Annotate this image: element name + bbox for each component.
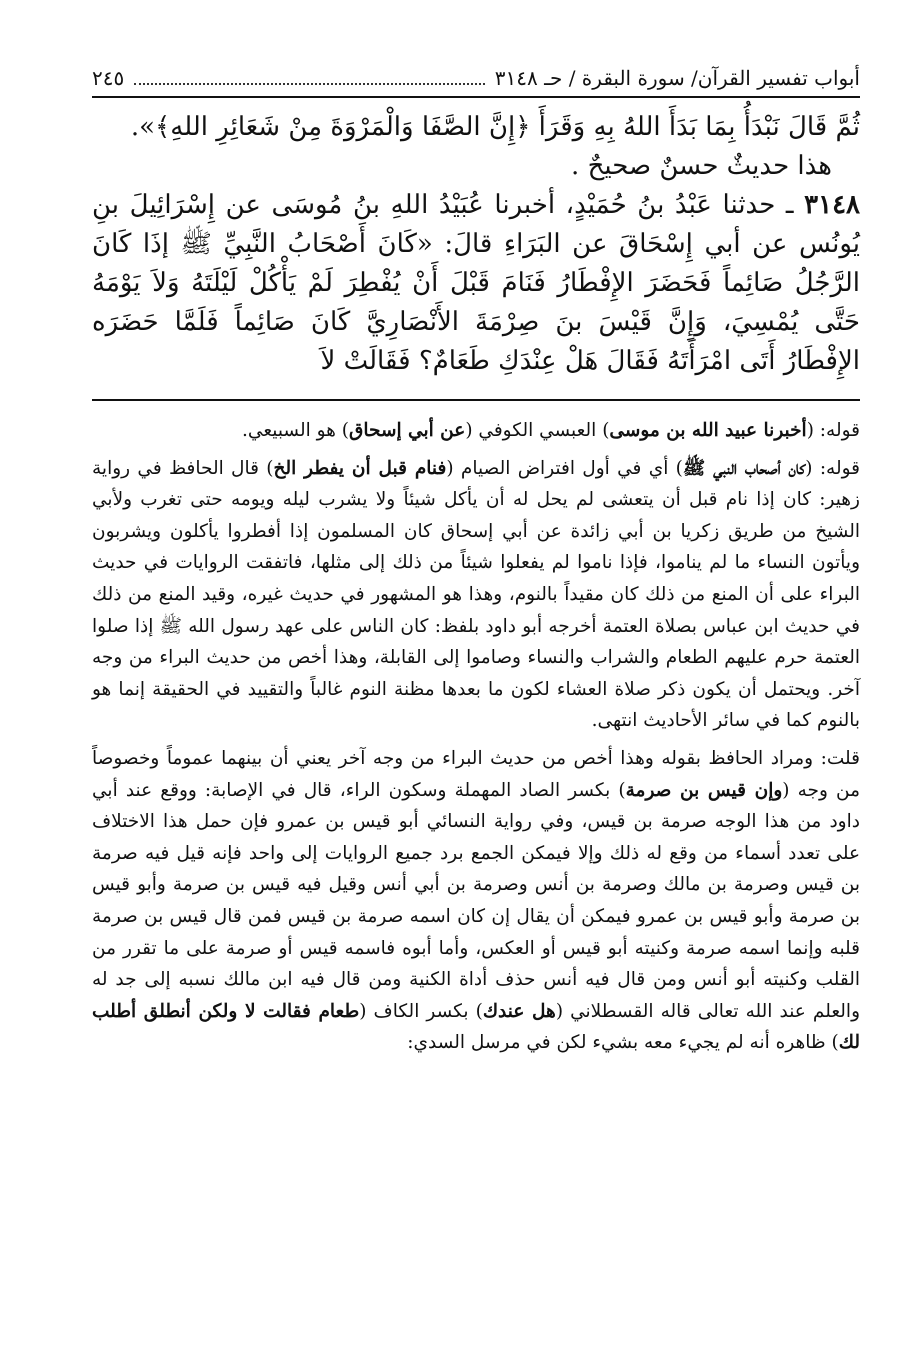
text-run: ) بكسر الصاد المهملة وسكون الراء، قال في الإصابة: ووقع عند أبي داود من هذا الوجه صرمة بن قيس، وفي رواية النسائي أبو قيس بن عمرو فإن حمل هذا الاختلاف على تعدد أسماء من وقع له ذلك وإلا فيمكن الجمع برد جميع الروايات إلى واحد فإنه قيل فيه صرمة بن قيس وصرمة بن مالك وصرمة بن أنس وصرمة بن أبي أنس وقيل فيه قيس بن صرمة وأبو قيس بن صرمة وأبو قيس بن عمرو فيمكن أن يقال إن كان اسمه صرمة بن قيس فمن قال قيس بن صرمة قلبه وإنما اسمه صرمة وكنيته أبو قيس أو العكس، وأما أبوه فاسمه قيس أو صرمة على ما تقرر من القلب وكنيته أبو أنس ومن قال فيه أنس حذف أداة الكنية ومن قال فيه ابن مالك نسبه إلى جد له والعلم عند الله تعالى قاله القسطلاني ( bbox=[92, 779, 860, 1022]
running-head-title: أبواب تفسير القرآن/ سورة البقرة / حـ ٣١٤٨ bbox=[494, 66, 860, 90]
commentary-block bbox=[92, 415, 860, 1059]
text-run: ) ظاهره أنه لم يجيء معه بشيء لكن في مرسل السدي: bbox=[407, 1032, 839, 1054]
hadith-body: ـ حدثنا عَبْدُ بنُ حُمَيْدٍ، أخبرنا عُبَيْدُ اللهِ بنُ مُوسَى عن إِسْرَائِيلَ بنِ يُونُس عن أبي إِسْحَاقَ عن البَرَاءِ قالَ: «كَانَ أَصْحَابُ النَّبِيِّ ﷺ إذَا كَانَ الرَّجُلُ صَائِماً فَحَضَرَ الإِفْطَارُ فَنَامَ قَبْلَ أَنْ يُفْطِرَ لَمْ يَأْكُلْ لَيْلَتَهُ وَلاَ يَوْمَهُ حَتَّى يُمْسِيَ، وَإِنَّ قَيْسَ بنَ صِرْمَةَ الأَنْصَارِيَّ كَانَ صَائِماً فَلَمَّا حَضَرَه الإِفْطَارُ أَتَى امْرَأَتَهُ فَقَالَ هَلْ عِنْدَكِ طَعَامٌ؟ فَقَالَتْ لاَ bbox=[92, 190, 860, 376]
text-run: قلت: ومراد الحافظ بقوله وهذا أخص من حديث البراء من وجه آخر يعني أن بينهما عموماً وخصوصاً من وجه ( bbox=[92, 747, 860, 801]
text-run: قوله: ( bbox=[805, 457, 861, 479]
footnote-divider bbox=[92, 399, 860, 401]
hadith-text-block bbox=[92, 108, 860, 381]
commentary-paragraph-3 bbox=[92, 743, 860, 1059]
text-run: ) العبسي الكوفي ( bbox=[465, 420, 610, 441]
commentary-paragraph-2 bbox=[92, 453, 860, 737]
dot-leader bbox=[134, 71, 485, 85]
quoted-phrase: وإن قيس بن صرمة bbox=[625, 779, 783, 801]
page bbox=[92, 60, 860, 1340]
hadith-continuation: ثُمَّ قَالَ نَبْدَأُ بِمَا بَدَأَ اللهُ بِهِ وَقَرَأَ ﴿إِنَّ الصَّفَا وَالْمَرْوَةَ مِنْ شَعَائِرِ اللهِ﴾». bbox=[130, 112, 860, 142]
text-run: ) بكسر الكاف ( bbox=[359, 1000, 483, 1022]
quoted-phrase: عن أبي إسحاق bbox=[349, 420, 466, 441]
hadith-number: ٣١٤٨ bbox=[804, 190, 860, 220]
page-number: ٢٤٥ bbox=[92, 66, 125, 90]
text-run: ) قال الحافظ في رواية زهير: كان إذا نام قبل أن يتعشى لم يحل له أن يأكل شيئاً ولا يشرب ليله ويومه حتى تغرب ولأبي الشيخ من طريق زكريا بن أبي زائدة عن أبي إسحاق كان المسلمون إذا أفطروا يأكلون ويشربون ويأتون النساء ما لم يناموا، فإذا ناموا لم يفعلوا شيئاً من ذلك إلى مثلها، فاتفقت الروايات في حديث البراء على أن المنع من ذلك كان مقيداً بالنوم، وهذا هو المشهور في حديث غيره، وقيد المنع من ذلك في حديث ابن عباس بصلاة العتمة أخرجه أبو داود بلفظ: كان الناس على عهد رسول الله ﷺ إذا صلوا العتمة حرم عليهم الطعام والشراب والنساء وصاموا إلى القابلة، وهذا أخص من حديث البراء من وجه آخر. ويحتمل أن يكون ذكر صلاة العشاء لكون ما بعدها مظنة النوم غالباً والتقييد في الحقيقة إنما هو بالنوم كما في سائر الأحاديث انتهى. bbox=[92, 457, 860, 732]
running-head bbox=[92, 60, 860, 98]
text-run: ) هو السبيعي. bbox=[242, 420, 350, 441]
quoted-phrase: أخبرنا عبيد الله بن موسى bbox=[609, 420, 807, 441]
commentary-paragraph-1 bbox=[92, 415, 860, 447]
quoted-phrase: كان أصحاب النبي ﷺ bbox=[682, 457, 806, 479]
text-run: ) أي في أول افتراض الصيام ( bbox=[446, 457, 683, 479]
quoted-phrase: فنام قبل أن يفطر الخ bbox=[273, 457, 447, 479]
quoted-phrase: هل عندك bbox=[482, 1000, 556, 1022]
hadith-grade: هذا حديثٌ حسنٌ صحيحٌ . bbox=[571, 151, 832, 181]
hadith-3148 bbox=[92, 186, 860, 381]
quoted-phrase: طعام فقالت لا ولكن أنطلق أطلب لك bbox=[92, 1000, 860, 1054]
text-run: قوله: ( bbox=[806, 420, 860, 441]
